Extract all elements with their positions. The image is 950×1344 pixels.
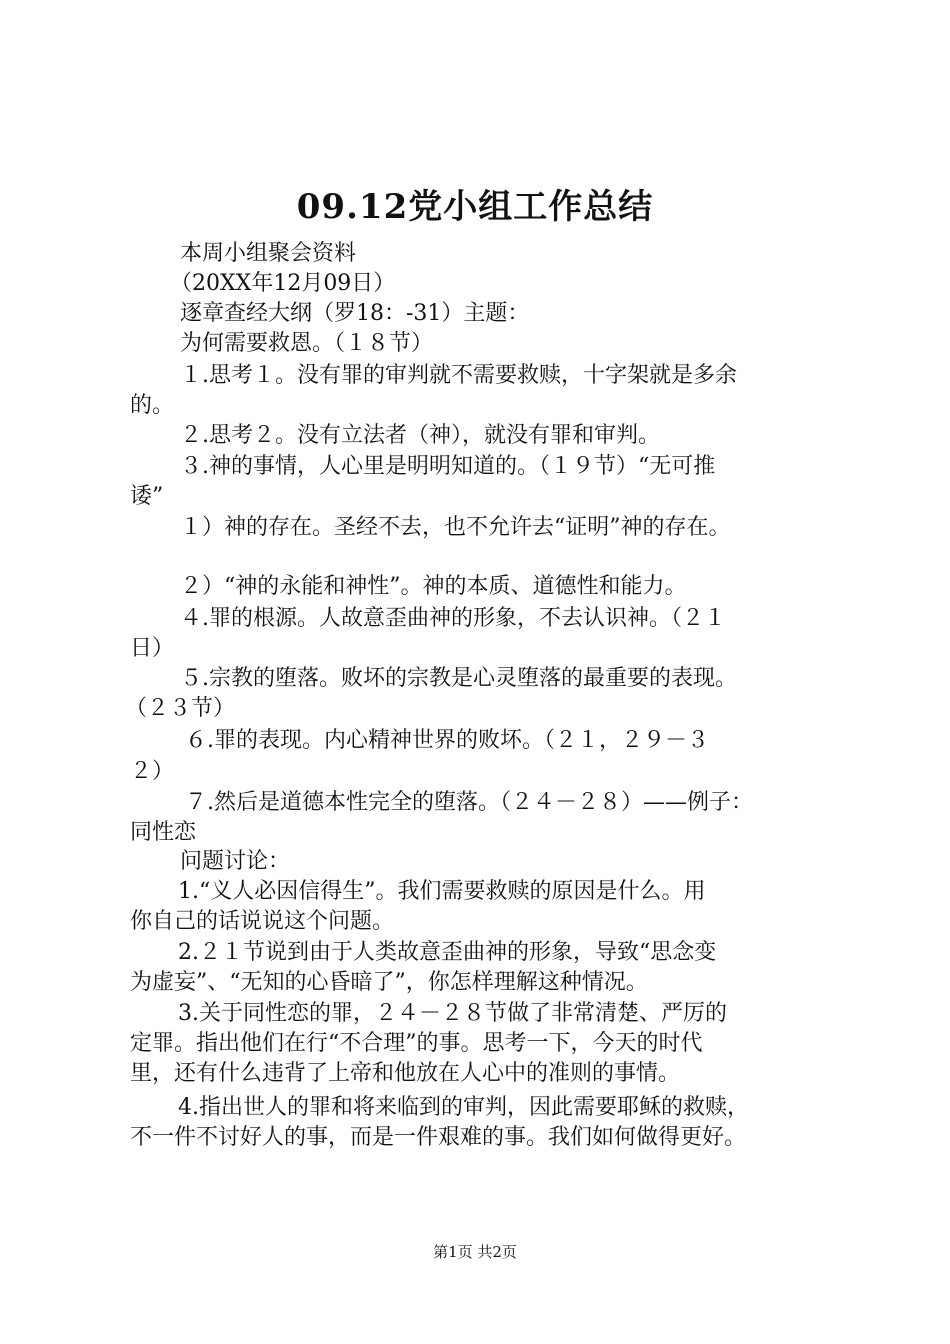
body-line: 2.２１节说到由于人类故意歪曲神的形象，导致“思念变 [178, 940, 717, 965]
body-line: 日） [130, 636, 175, 661]
body-line: 里，还有什么违背了上帝和他放在人心中的准则的事情。 [130, 1061, 681, 1086]
body-line: 不一件不讨好人的事，而是一件艰难的事。我们如何做得更好。 [130, 1125, 747, 1150]
body-line: 为何需要救恩。（１８节） [180, 331, 434, 356]
document-title: 09.12党小组工作总结 [296, 187, 654, 227]
body-line: １.思考１。没有罪的审判就不需要救赎，十字架就是多余 [180, 363, 737, 388]
body-line: ２）“神的永能和神性”。神的本质、道德性和能力。 [180, 574, 687, 599]
body-line: 定罪。指出他们在行“不合理”的事。思考一下，今天的时代 [130, 1031, 703, 1056]
page-number-footer: 第1页 共2页 [433, 1243, 517, 1261]
body-line: （２３节） [125, 696, 236, 721]
body-line: ４.罪的根源。人故意歪曲神的形象，不去认识神。（２１ [180, 606, 726, 631]
body-line: （20XX年12月09日） [170, 271, 396, 296]
body-line: 同性恋 [130, 820, 197, 845]
body-line: 的。 [130, 393, 175, 418]
body-line: ２） [130, 759, 175, 784]
body-line: 你自己的话说说这个问题。 [130, 909, 395, 934]
body-line: 诿” [130, 484, 164, 509]
body-line: １）神的存在。圣经不去，也不允许去“证明”神的存在。 [180, 515, 731, 540]
body-line: 3.关于同性恋的罪，２４－２８节做了非常清楚、严厉的 [178, 1001, 727, 1026]
body-line: 本周小组聚会资料 [180, 241, 357, 266]
body-line: ５.宗教的堕落。败坏的宗教是心灵堕落的最重要的表现。 [180, 666, 737, 691]
body-line: 1.“义人必因信得生”。我们需要救赎的原因是什么。用 [178, 879, 706, 904]
body-line: 逐章查经大纲（罗18：-31）主题： [180, 301, 530, 326]
body-line: 问题讨论： [180, 849, 291, 874]
body-line: ６.罪的表现。内心精神世界的败坏。（２１，２９－３ [185, 728, 709, 753]
body-line: 为虚妄”、“无知的心昏暗了”，你怎样理解这种情况。 [130, 970, 648, 995]
body-line: ７.然后是道德本性完全的堕落。（２４－２８）——例子： [185, 790, 753, 815]
body-line: 4.指出世人的罪和将来临到的审判，因此需要耶稣的救赎， [178, 1095, 749, 1120]
body-line: ２.思考２。没有立法者（神），就没有罪和审判。 [180, 423, 660, 448]
body-line: ３.神的事情，人心里是明明知道的。（１９节）“无可推 [180, 454, 716, 479]
